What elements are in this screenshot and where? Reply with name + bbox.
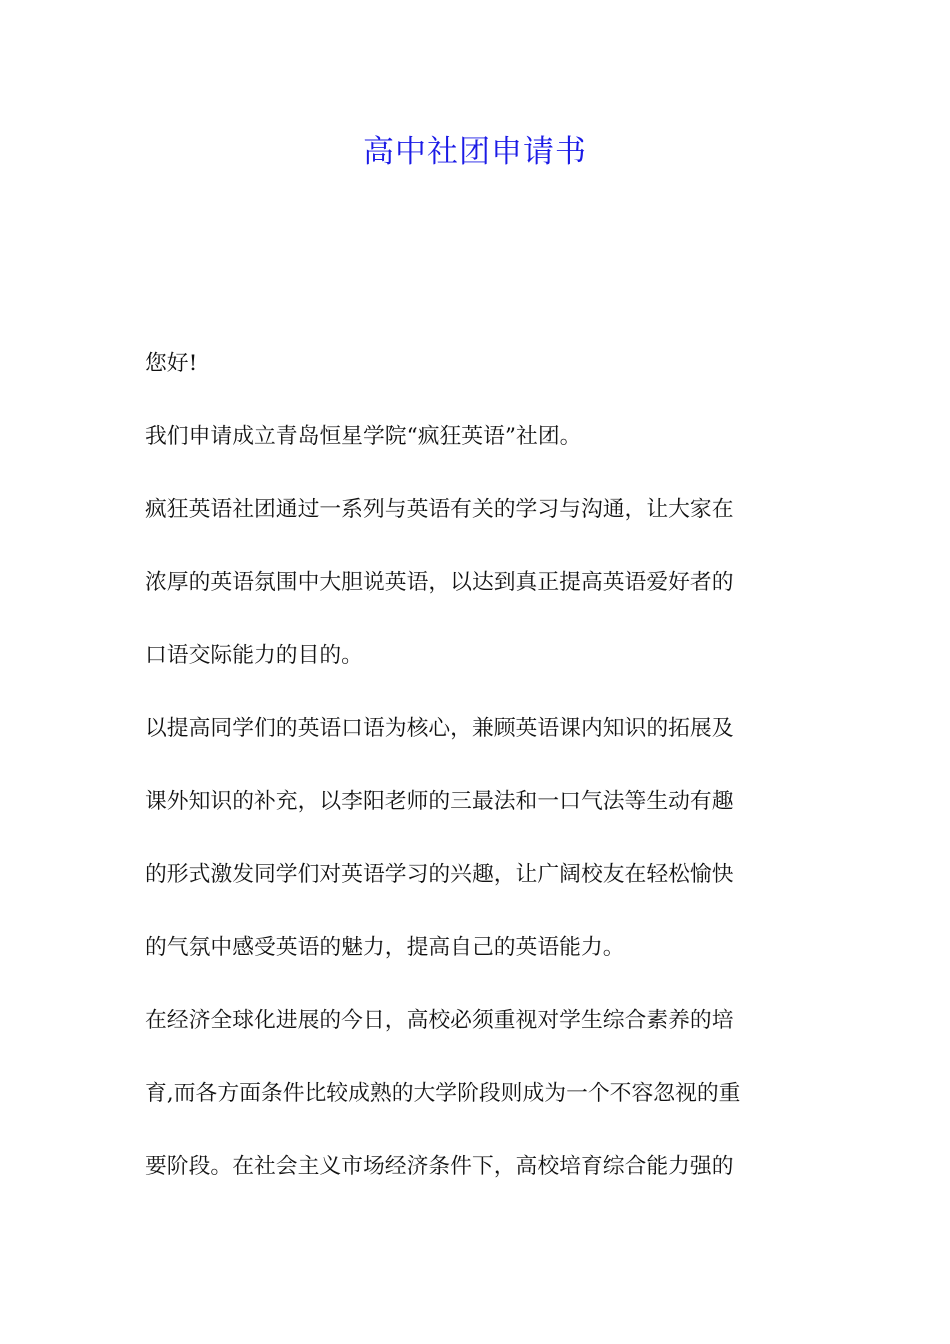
body-line: 浓厚的英语氛围中大胆说英语，以达到真正提高英语爱好者的 — [145, 570, 734, 595]
body-line: 我们申请成立青岛恒星学院“疯狂英语”社团。 — [145, 424, 582, 449]
document-title: 高中社团申请书 — [363, 134, 587, 170]
body-line: 的气氛中感受英语的魅力，提高自己的英语能力。 — [145, 935, 625, 960]
body-line: 以提高同学们的英语口语为核心，兼顾英语课内知识的拓展及 — [145, 716, 734, 741]
body-line: 的形式激发同学们对英语学习的兴趣，让广阔校友在轻松愉快 — [145, 862, 734, 887]
body-line: 口语交际能力的目的。 — [145, 643, 363, 668]
body-line: 要阶段。在社会主义市场经济条件下，高校培育综合能力强的 — [145, 1154, 734, 1179]
body-line: 课外知识的补充，以李阳老师的三最法和一口气法等生动有趣 — [145, 789, 734, 814]
body-line: 疯狂英语社团通过一系列与英语有关的学习与沟通，让大家在 — [145, 497, 734, 522]
document-body — [145, 336, 813, 1195]
body-line-greeting: 您好! — [145, 351, 198, 376]
body-line: 育,而各方面条件比较成熟的大学阶段则成为一个不容忽视的重 — [145, 1081, 741, 1106]
body-line: 在经济全球化进展的今日，高校必须重视对学生综合素养的培 — [145, 1008, 734, 1033]
